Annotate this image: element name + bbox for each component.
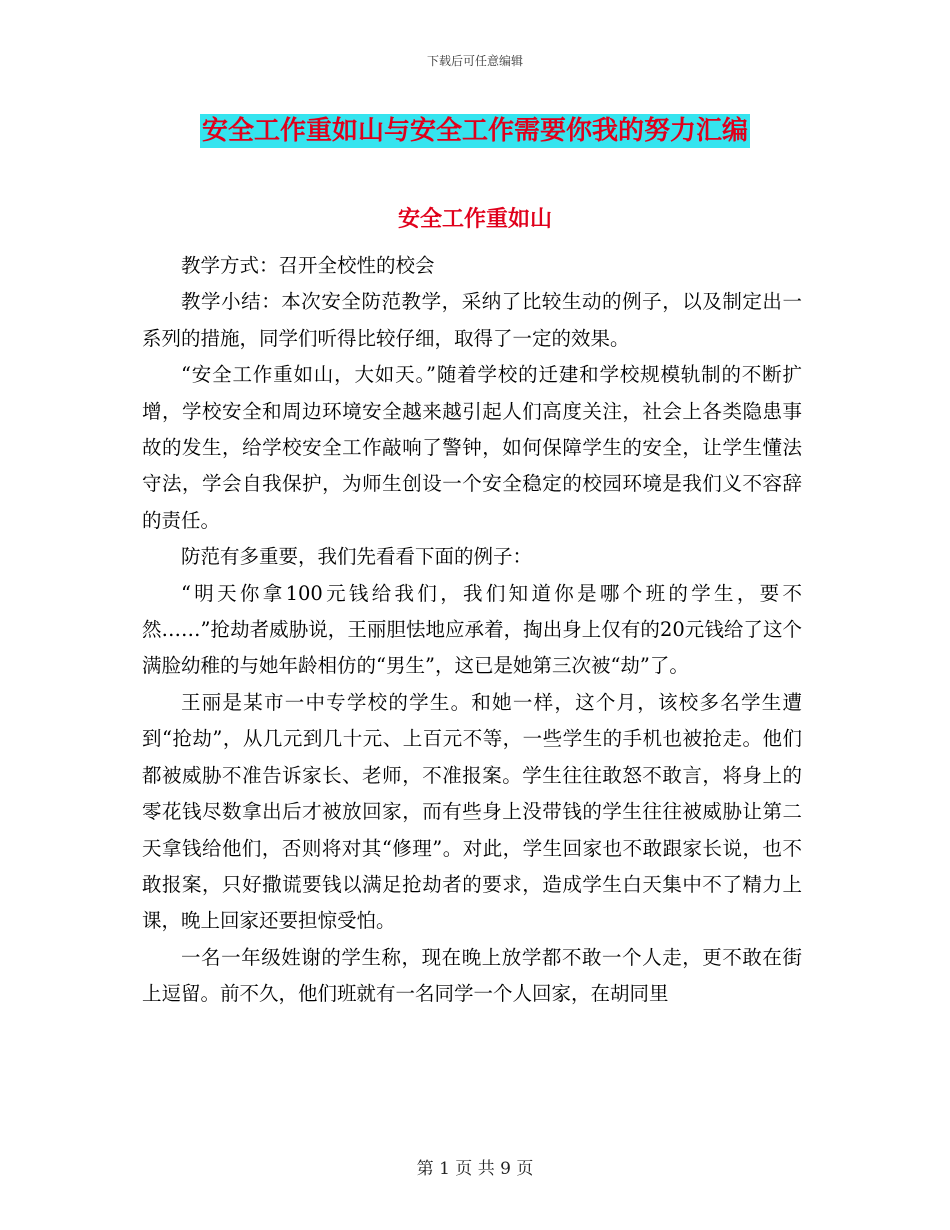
paragraph: 教学小结：本次安全防范教学，采纳了比较生动的例子，以及制定出一系列的措施，同学们听得比较仔细，取得了一定的效果。 — [142, 290, 802, 350]
page-footer: 第 1 页 共 9 页 — [416, 1159, 534, 1179]
paragraph: “安全工作重如山，大如天。”随着学校的迁建和学校规模轨制的不断扩增，学校安全和周边环境安全越来越引起人们高度关注，社会上各类隐患事故的发生，给学校安全工作敲响了警钟，如何保障学生的安全，让学生懂法守法，学会自我保护，为师生创设一个安全稳定的校园环境是我们义不容辞的责任。 — [142, 363, 802, 532]
document-title-text: 安全工作重如山与安全工作需要你我的努力汇编 — [201, 116, 748, 146]
paragraph: 一名一年级姓谢的学生称，现在晚上放学都不敢一个人走，更不敢在街上逗留。前不久，他们班就有一名同学一个人回家，在胡同里 — [142, 945, 802, 1006]
paragraph: “明天你拿100元钱给我们，我们知道你是哪个班的学生，要不然……”抢劫者威胁说，王丽胆怯地应承着，掏出身上仅有的20元钱给了这个满脸幼稚的与她年龄相仿的“男生”，这已是她第三次被“劫”了。 — [142, 581, 802, 678]
paragraph: 防范有多重要，我们先看看下面的例子： — [181, 545, 533, 569]
header-note: 下载后可任意编辑 — [426, 54, 523, 68]
body-text — [142, 248, 802, 1013]
paragraph: 王丽是某市一中专学校的学生。和她一样，这个月，该校多名学生遭到“抢劫”，从几元到几十元、上百元不等，一些学生的手机也被抢走。他们都被威胁不准告诉家长、老师，不准报案。学生往往敢怒不敢言，将身上的零花钱尽数拿出后才被放回家，而有些身上没带钱的学生往往被威胁让第二天拿钱给他们，否则将对其“修理”。对此，学生回家也不敢跟家长说，也不敢报案，只好撒谎要钱以满足抢劫者的要求，造成学生白天集中不了精力上课，晚上回家还要担惊受怕。 — [142, 690, 802, 933]
section-title: 安全工作重如山 — [397, 206, 552, 232]
paragraph: 教学方式：召开全校性的校会 — [181, 254, 435, 277]
document-title — [0, 114, 950, 148]
